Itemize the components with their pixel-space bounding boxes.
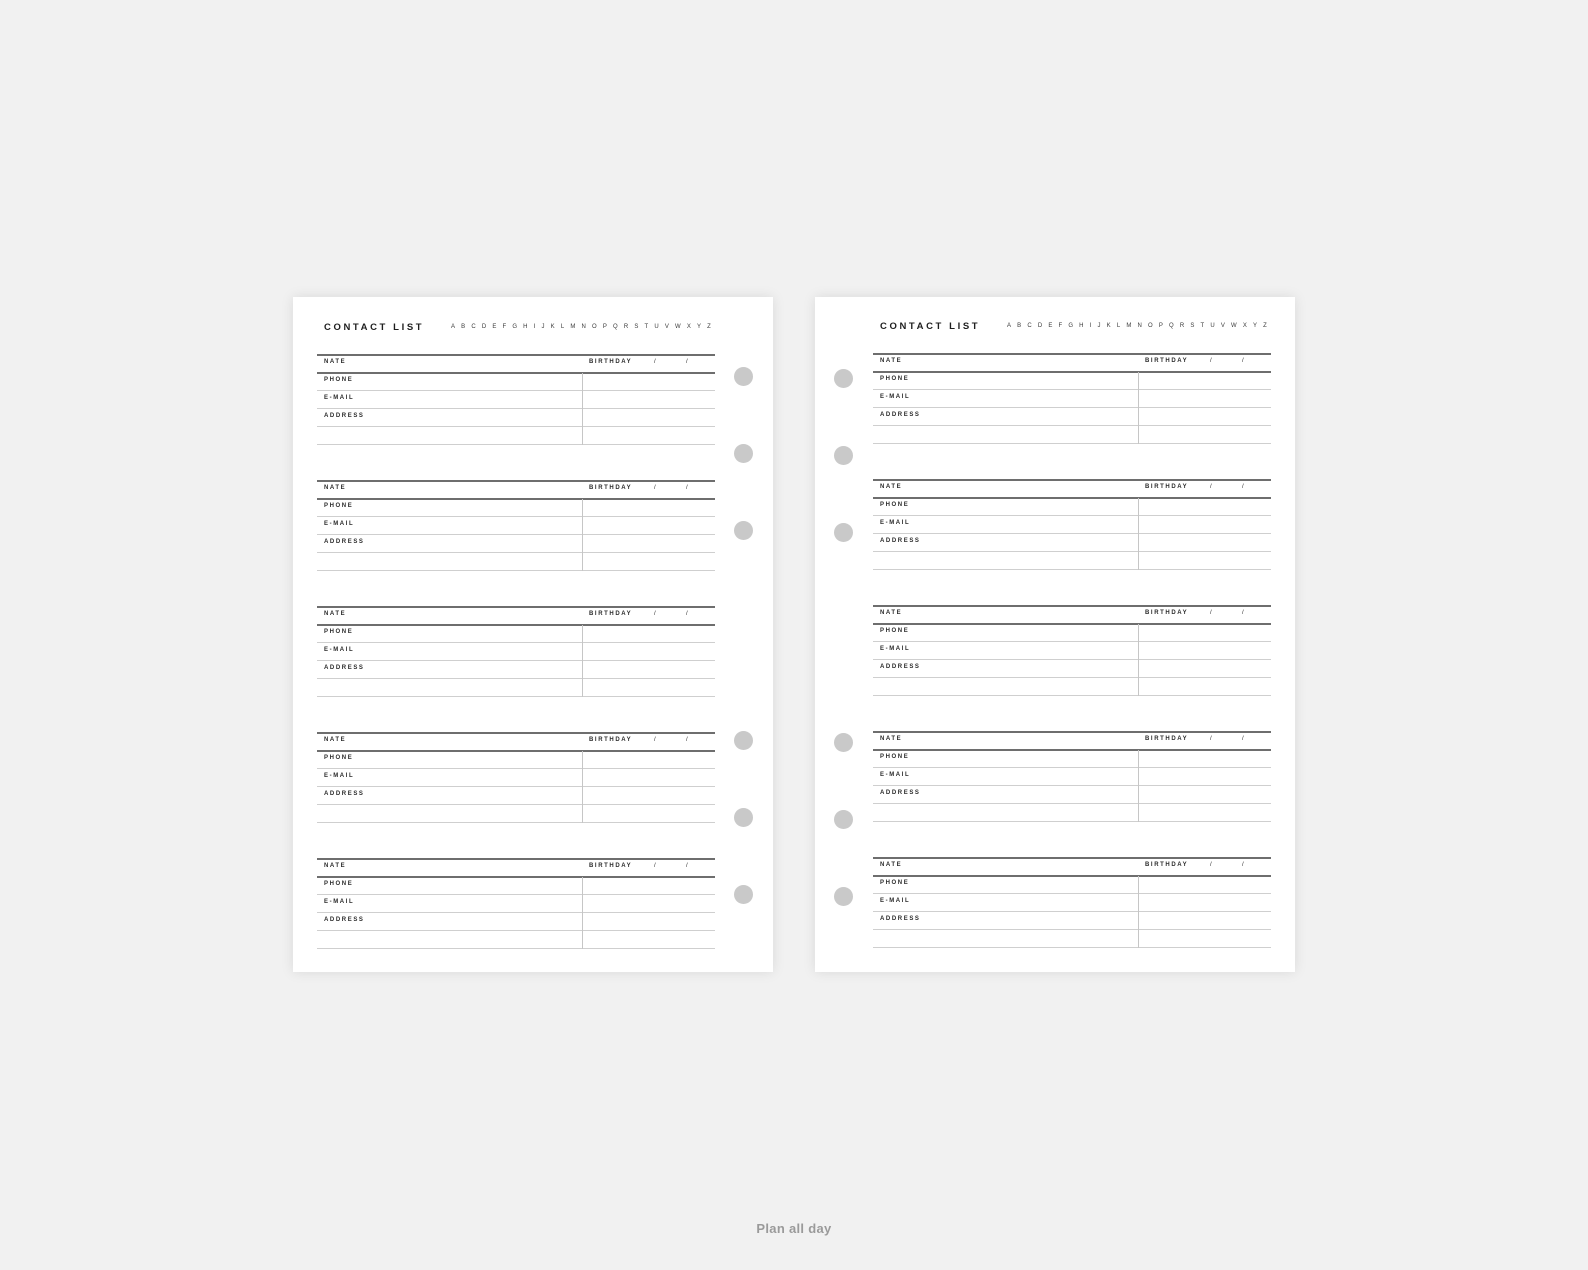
alphabet-letter: F	[1058, 323, 1063, 329]
contact-entry	[873, 857, 1271, 949]
email-label: E-MAIL	[880, 394, 911, 400]
divider	[317, 732, 715, 734]
address-label: ADDRESS	[880, 790, 921, 796]
divider	[873, 803, 1271, 804]
divider	[317, 480, 715, 482]
divider	[873, 533, 1271, 534]
brand-footer: Plan all day	[756, 1221, 832, 1236]
divider	[317, 858, 715, 860]
alphabet-letter: K	[550, 324, 555, 330]
alphabet-letter: N	[1137, 323, 1142, 329]
alphabet-letter: V	[1220, 323, 1225, 329]
alphabet-letter: S	[1190, 323, 1195, 329]
alphabet-letter: A	[1007, 323, 1012, 329]
date-separator: /	[1242, 736, 1244, 742]
alphabet-letter: H	[523, 324, 528, 330]
alphabet-letter: P	[602, 324, 607, 330]
email-label: E-MAIL	[880, 898, 911, 904]
email-label: E-MAIL	[324, 773, 355, 779]
binder-hole	[834, 887, 853, 906]
alphabet-letter: N	[581, 324, 586, 330]
alphabet-letter: B	[461, 324, 466, 330]
divider	[873, 749, 1271, 751]
contact-entry	[873, 353, 1271, 445]
alphabet-letter: Q	[1168, 323, 1174, 329]
email-label: E-MAIL	[324, 647, 355, 653]
divider	[317, 570, 715, 571]
phone-label: PHONE	[880, 502, 910, 508]
column-divider	[582, 625, 583, 697]
contact-entry	[317, 606, 715, 698]
divider	[873, 605, 1271, 607]
alphabet-letter: U	[654, 324, 659, 330]
alphabet-letter: P	[1158, 323, 1163, 329]
alphabet-index	[1007, 323, 1267, 329]
column-divider	[582, 499, 583, 571]
date-separator: /	[1210, 736, 1212, 742]
binder-hole	[734, 444, 753, 463]
binder-hole	[834, 369, 853, 388]
alphabet-letter: B	[1017, 323, 1022, 329]
binder-hole	[734, 731, 753, 750]
phone-label: PHONE	[324, 629, 354, 635]
alphabet-letter: G	[1068, 323, 1074, 329]
divider	[873, 623, 1271, 625]
alphabet-letter: Y	[1252, 323, 1257, 329]
alphabet-letter: G	[512, 324, 518, 330]
alphabet-letter: X	[686, 324, 691, 330]
birthday-label: BIRTHDAY	[1145, 484, 1189, 490]
name-label: NATE	[880, 736, 903, 742]
divider	[317, 876, 715, 878]
divider	[317, 426, 715, 427]
column-divider	[582, 877, 583, 949]
binder-hole	[734, 521, 753, 540]
divider	[317, 894, 715, 895]
date-separator: /	[654, 737, 656, 743]
address-label: ADDRESS	[324, 413, 365, 419]
phone-label: PHONE	[324, 881, 354, 887]
alphabet-letter: I	[533, 324, 536, 330]
alphabet-letter: Y	[696, 324, 701, 330]
name-label: NATE	[880, 484, 903, 490]
column-divider	[1138, 624, 1139, 696]
alphabet-letter: M	[1126, 323, 1132, 329]
date-separator: /	[654, 863, 656, 869]
birthday-label: BIRTHDAY	[589, 737, 633, 743]
address-label: ADDRESS	[880, 412, 921, 418]
divider	[317, 750, 715, 752]
binder-hole	[834, 523, 853, 542]
column-divider	[1138, 372, 1139, 444]
birthday-label: BIRTHDAY	[589, 863, 633, 869]
divider	[317, 534, 715, 535]
address-label: ADDRESS	[324, 539, 365, 545]
email-label: E-MAIL	[324, 395, 355, 401]
divider	[317, 444, 715, 445]
phone-label: PHONE	[880, 880, 910, 886]
divider	[317, 498, 715, 500]
divider	[873, 659, 1271, 660]
divider	[873, 425, 1271, 426]
divider	[873, 497, 1271, 499]
date-separator: /	[1242, 862, 1244, 868]
divider	[317, 624, 715, 626]
name-label: NATE	[324, 359, 347, 365]
divider	[317, 408, 715, 409]
alphabet-letter: E	[492, 324, 497, 330]
divider	[873, 695, 1271, 696]
column-divider	[582, 751, 583, 823]
date-separator: /	[1210, 484, 1212, 490]
alphabet-letter: T	[644, 324, 649, 330]
divider	[317, 930, 715, 931]
alphabet-letter: R	[1179, 323, 1185, 329]
date-separator: /	[1210, 610, 1212, 616]
alphabet-letter: J	[541, 324, 545, 330]
contact-entry	[873, 479, 1271, 571]
divider	[873, 767, 1271, 768]
birthday-label: BIRTHDAY	[1145, 610, 1189, 616]
divider	[317, 606, 715, 608]
name-label: NATE	[324, 737, 347, 743]
alphabet-letter: O	[1147, 323, 1153, 329]
binder-hole	[834, 810, 853, 829]
date-separator: /	[686, 863, 688, 869]
name-label: NATE	[324, 863, 347, 869]
divider	[317, 912, 715, 913]
contact-entry	[873, 605, 1271, 697]
contact-entry	[317, 354, 715, 446]
phone-label: PHONE	[880, 754, 910, 760]
divider	[873, 515, 1271, 516]
phone-label: PHONE	[880, 628, 910, 634]
page-title: CONTACT LIST	[324, 322, 425, 333]
phone-label: PHONE	[324, 503, 354, 509]
binder-hole	[734, 885, 753, 904]
planner-page-right	[815, 297, 1295, 972]
alphabet-letter: U	[1210, 323, 1215, 329]
divider	[873, 911, 1271, 912]
name-label: NATE	[324, 485, 347, 491]
alphabet-letter: A	[451, 324, 456, 330]
date-separator: /	[1210, 862, 1212, 868]
email-label: E-MAIL	[880, 772, 911, 778]
alphabet-letter: R	[623, 324, 629, 330]
alphabet-letter: Q	[612, 324, 618, 330]
divider	[873, 641, 1271, 642]
alphabet-letter: V	[664, 324, 669, 330]
date-separator: /	[1242, 484, 1244, 490]
divider	[873, 569, 1271, 570]
divider	[317, 552, 715, 553]
divider	[873, 443, 1271, 444]
phone-label: PHONE	[324, 377, 354, 383]
divider	[317, 786, 715, 787]
birthday-label: BIRTHDAY	[1145, 862, 1189, 868]
contact-entry	[873, 731, 1271, 823]
divider	[317, 372, 715, 374]
alphabet-letter: C	[471, 324, 476, 330]
email-label: E-MAIL	[324, 521, 355, 527]
binder-hole	[834, 733, 853, 752]
divider	[317, 516, 715, 517]
binder-hole	[734, 367, 753, 386]
divider	[317, 678, 715, 679]
alphabet-letter: D	[1037, 323, 1043, 329]
alphabet-letter: Z	[707, 324, 711, 330]
address-label: ADDRESS	[324, 665, 365, 671]
alphabet-letter: F	[502, 324, 507, 330]
date-separator: /	[686, 737, 688, 743]
alphabet-letter: W	[1230, 323, 1237, 329]
divider	[317, 822, 715, 823]
divider	[873, 677, 1271, 678]
phone-label: PHONE	[324, 755, 354, 761]
alphabet-letter: K	[1106, 323, 1111, 329]
alphabet-letter: L	[1116, 323, 1121, 329]
divider	[873, 785, 1271, 786]
binder-hole	[734, 808, 753, 827]
contact-entry	[317, 858, 715, 950]
alphabet-letter: T	[1200, 323, 1205, 329]
date-separator: /	[686, 485, 688, 491]
date-separator: /	[686, 359, 688, 365]
divider	[873, 389, 1271, 390]
date-separator: /	[686, 611, 688, 617]
date-separator: /	[1210, 358, 1212, 364]
binder-hole	[834, 446, 853, 465]
alphabet-letter: C	[1027, 323, 1032, 329]
birthday-label: BIRTHDAY	[589, 485, 633, 491]
address-label: ADDRESS	[324, 917, 365, 923]
divider	[317, 354, 715, 356]
divider	[873, 857, 1271, 859]
address-label: ADDRESS	[880, 538, 921, 544]
date-separator: /	[654, 611, 656, 617]
divider	[317, 642, 715, 643]
alphabet-letter: S	[634, 324, 639, 330]
name-label: NATE	[880, 358, 903, 364]
alphabet-letter: I	[1089, 323, 1092, 329]
alphabet-letter: X	[1242, 323, 1247, 329]
divider	[873, 731, 1271, 733]
divider	[873, 479, 1271, 481]
column-divider	[1138, 876, 1139, 948]
divider	[873, 551, 1271, 552]
column-divider	[1138, 498, 1139, 570]
birthday-label: BIRTHDAY	[1145, 358, 1189, 364]
divider	[873, 371, 1271, 373]
alphabet-letter: M	[570, 324, 576, 330]
divider	[873, 947, 1271, 948]
alphabet-letter: E	[1048, 323, 1053, 329]
alphabet-letter: H	[1079, 323, 1084, 329]
email-label: E-MAIL	[880, 520, 911, 526]
name-label: NATE	[880, 610, 903, 616]
divider	[317, 696, 715, 697]
contact-entry	[317, 732, 715, 824]
name-label: NATE	[324, 611, 347, 617]
page-title: CONTACT LIST	[880, 321, 981, 332]
birthday-label: BIRTHDAY	[589, 611, 633, 617]
column-divider	[1138, 750, 1139, 822]
birthday-label: BIRTHDAY	[589, 359, 633, 365]
alphabet-letter: Z	[1263, 323, 1267, 329]
date-separator: /	[1242, 358, 1244, 364]
divider	[317, 390, 715, 391]
birthday-label: BIRTHDAY	[1145, 736, 1189, 742]
alphabet-letter: W	[674, 324, 681, 330]
address-label: ADDRESS	[880, 664, 921, 670]
divider	[873, 893, 1271, 894]
name-label: NATE	[880, 862, 903, 868]
email-label: E-MAIL	[324, 899, 355, 905]
alphabet-letter: O	[591, 324, 597, 330]
alphabet-letter: D	[481, 324, 487, 330]
divider	[317, 660, 715, 661]
alphabet-index	[451, 324, 711, 330]
divider	[873, 875, 1271, 877]
date-separator: /	[654, 485, 656, 491]
divider	[317, 804, 715, 805]
planner-page-left	[293, 297, 773, 972]
divider	[873, 353, 1271, 355]
divider	[317, 768, 715, 769]
date-separator: /	[654, 359, 656, 365]
phone-label: PHONE	[880, 376, 910, 382]
divider	[873, 407, 1271, 408]
address-label: ADDRESS	[880, 916, 921, 922]
contact-entry	[317, 480, 715, 572]
email-label: E-MAIL	[880, 646, 911, 652]
divider	[317, 948, 715, 949]
alphabet-letter: J	[1097, 323, 1101, 329]
divider	[873, 929, 1271, 930]
column-divider	[582, 373, 583, 445]
address-label: ADDRESS	[324, 791, 365, 797]
date-separator: /	[1242, 610, 1244, 616]
alphabet-letter: L	[560, 324, 565, 330]
divider	[873, 821, 1271, 822]
